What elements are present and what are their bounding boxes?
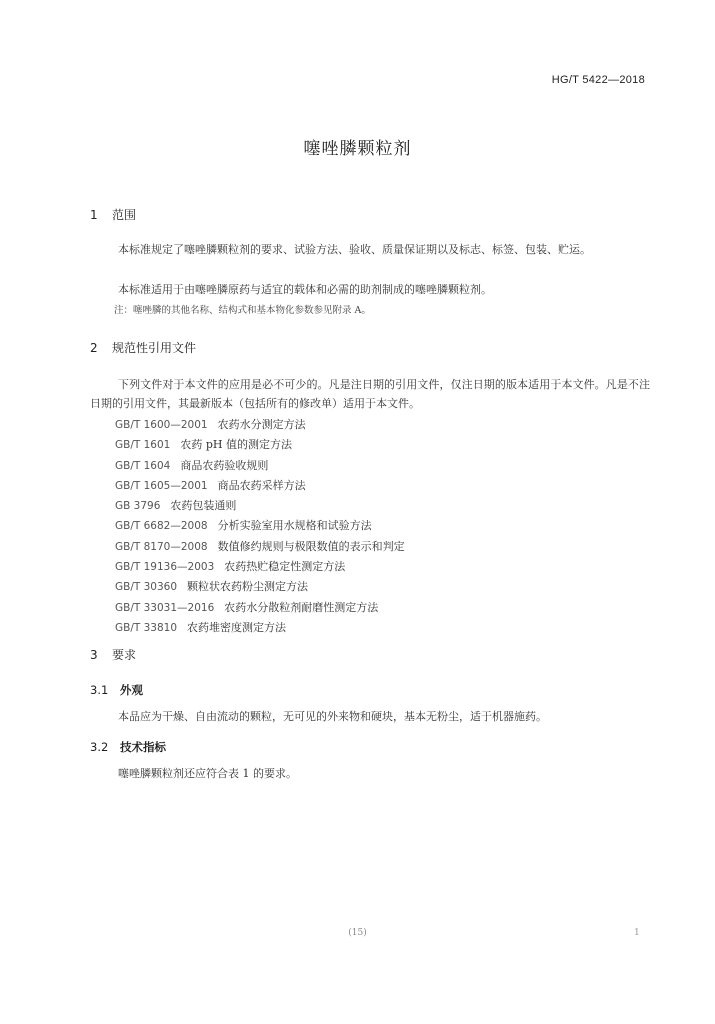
reference-title: 农药水分散粒剂耐磨性测定方法 [224,600,379,614]
reference-item [115,557,405,577]
reference-code: GB/T 30360 [115,581,178,594]
subsection-number: 3.1 [90,683,109,697]
subsection-3-1-heading [90,682,143,698]
reference-title: 农药水分测定方法 [217,418,306,431]
reference-title: 数值修约规则与极限数值的表示和判定 [217,539,405,553]
reference-item [115,537,405,557]
reference-code: GB/T 33031—2016 [115,601,215,614]
subsection-3-2-heading [90,739,166,755]
section-title: 要求 [112,648,137,662]
reference-code: GB/T 6682—2008 [115,520,208,533]
reference-item [115,496,405,516]
reference-title: 商品农药验收规则 [180,458,269,472]
section-number: 3 [90,648,98,662]
reference-code: GB/T 33810 [115,621,178,634]
reference-code: GB/T 8170—2008 [115,540,208,553]
scope-paragraph-1: 本标准规定了噻唑膦颗粒剂的要求、试验方法、验收、质量保证期以及标志、标签、包装、贮运。 [118,243,591,256]
reference-item [115,456,405,476]
technical-text: 噻唑膦颗粒剂还应符合表 1 的要求。 [118,767,297,780]
reference-item [115,516,405,536]
subsection-number: 3.2 [90,740,109,754]
page-mark: 1 [634,928,640,938]
reference-title: 农药包装通则 [170,499,237,513]
subsection-title: 外观 [120,683,143,697]
reference-item [115,598,405,618]
section-3-heading [90,646,136,663]
reference-title: 农药热贮稳定性测定方法 [224,560,346,574]
reference-title: 农药 pH 值的测定方法 [180,438,292,452]
scope-note: 注：噻唑膦的其他名称、结构式和基本物化参数参见附录 A。 [114,305,371,316]
section-title: 范围 [112,208,137,222]
subsection-title: 技术指标 [120,740,166,754]
appearance-text: 本品应为干燥、自由流动的颗粒，无可见的外来物和硬块，基本无粉尘，适于机器施药。 [118,710,547,723]
section-2-heading [90,339,196,356]
reference-item [115,415,405,435]
section-number: 2 [90,341,98,355]
reference-item [115,618,405,638]
reference-title: 颗粒状农药粉尘测定方法 [187,580,309,594]
page-number: (15) [348,928,367,938]
reference-title: 农药堆密度测定方法 [187,620,287,634]
standard-code: HG/T 5422—2018 [551,74,645,86]
references-intro: 下列文件对于本文件的应用是必不可少的。凡是注日期的引用文件，仅注日期的版本适用于本文件。凡是不注日期的引用文件，其最新版本（包括所有的修改单）适用于本文件。 [90,378,650,410]
section-number: 1 [90,208,98,222]
reference-code: GB/T 1600—2001 [115,419,208,431]
reference-item [115,435,405,455]
reference-item [115,577,405,597]
reference-code: GB/T 19136—2003 [115,561,215,574]
reference-item [115,476,405,496]
reference-list [115,415,405,638]
reference-title: 分析实验室用水规格和试验方法 [217,519,372,533]
reference-code: GB 3796 [115,500,161,513]
document-title: 噻唑膦颗粒剂 [303,139,412,159]
reference-code: GB/T 1605—2001 [115,479,208,492]
section-title: 规范性引用文件 [112,341,197,355]
reference-title: 商品农药采样方法 [217,478,306,492]
reference-code: GB/T 1601 [115,439,171,452]
scope-paragraph-2: 本标准适用于由噻唑膦原药与适宜的载体和必需的助剂制成的噻唑膦颗粒剂。 [118,283,492,296]
section-1-heading [90,206,136,223]
reference-code: GB/T 1604 [115,459,171,472]
